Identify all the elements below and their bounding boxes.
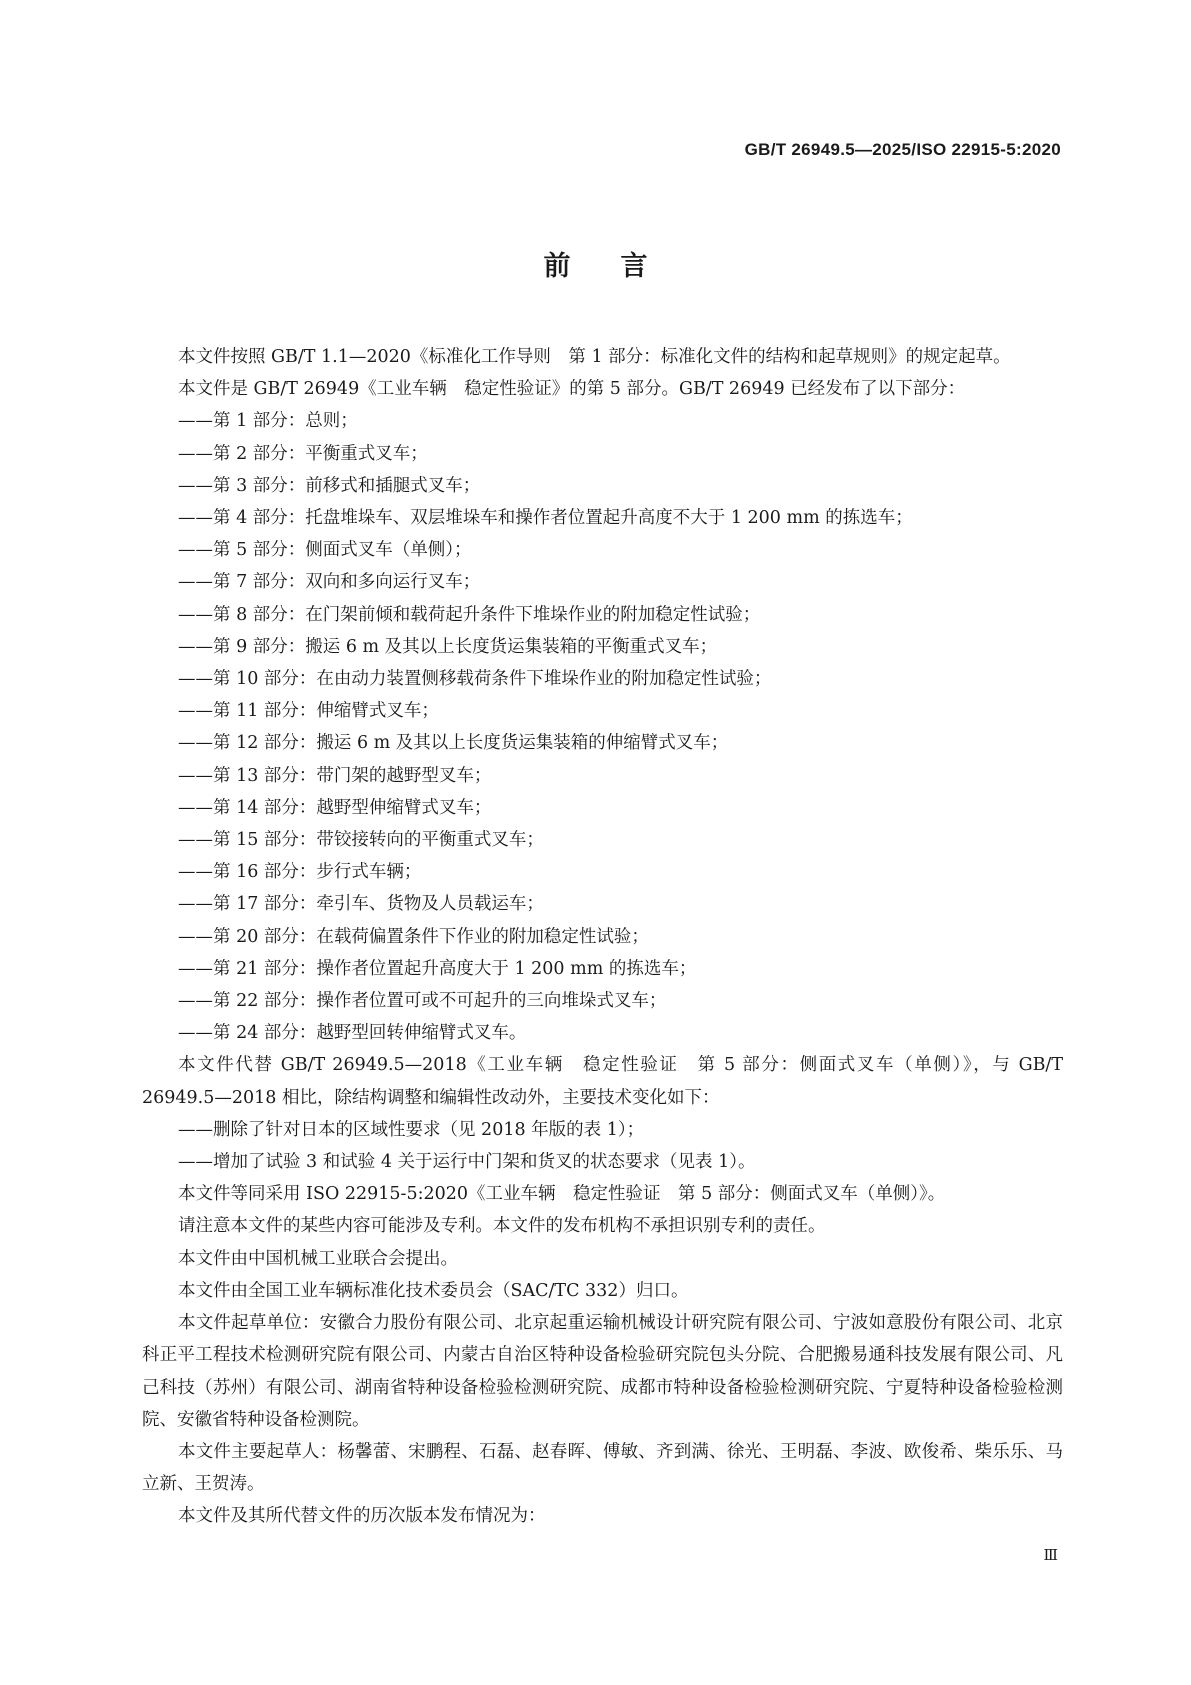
list-item: ——第 5 部分：侧面式叉车（单侧）； (178, 540, 472, 561)
list-item: ——增加了试验 3 和试验 4 关于运行中门架和货叉的状态要求（见表 1）。 (178, 1152, 756, 1173)
list-item: ——第 14 部分：越野型伸缩臂式叉车； (178, 797, 492, 818)
replace-paragraph: 本文件代替 GB/T 26949.5—2018《工业车辆 稳定性验证 第 5 部分：侧面式叉车（单侧）》，与 GB/T 26949.5—2018 相比，除结构调整和编辑性改动外，主要技术变化如下： (142, 1055, 1063, 1108)
list-item: ——第 16 部分：步行式车辆； (178, 862, 422, 883)
list-item: ——删除了针对日本的区域性要求（见 2018 年版的表 1）； (178, 1119, 645, 1140)
list-item: ——第 3 部分：前移式和插腿式叉车； (178, 475, 481, 496)
patent-paragraph: 请注意本文件的某些内容可能涉及专利。本文件的发布机构不承担识别专利的责任。 (178, 1216, 826, 1237)
standard-number-header: GB/T 26949.5—2025/ISO 22915-5:2020 (744, 140, 1061, 159)
list-item: ——第 4 部分：托盘堆垛车、双层堆垛车和操作者位置起升高度不大于 1 200 mm 的拣选车； (178, 508, 913, 529)
intro-paragraph-series: 本文件是 GB/T 26949《工业车辆 稳定性验证》的第 5 部分。GB/T 26949 已经发布了以下部分： (178, 379, 966, 400)
list-item: ——第 24 部分：越野型回转伸缩臂式叉车。 (178, 1023, 527, 1044)
list-item: ——第 13 部分：带门架的越野型叉车； (178, 765, 492, 786)
list-item: ——第 1 部分：总则； (178, 411, 358, 432)
list-item: ——第 10 部分：在由动力装置侧移载荷条件下堆垛作业的附加稳定性试验； (178, 669, 772, 690)
list-item: ——第 20 部分：在载荷偏置条件下作业的附加稳定性试验； (178, 926, 649, 947)
list-item: ——第 22 部分：操作者位置可或不可起升的三向堆垛式叉车； (178, 991, 667, 1012)
committee-paragraph: 本文件由全国工业车辆标准化技术委员会（SAC/TC 332）归口。 (178, 1280, 689, 1301)
changes-list (142, 1114, 1063, 1178)
proposer-paragraph: 本文件由中国机械工业联合会提出。 (178, 1248, 458, 1269)
document-body (142, 341, 1063, 1533)
list-item: ——第 7 部分：双向和多向运行叉车； (178, 572, 481, 593)
page-number: Ⅲ (1043, 1546, 1058, 1564)
list-item: ——第 8 部分：在门架前倾和载荷起升条件下堆垛作业的附加稳定性试验； (178, 604, 761, 625)
list-item: ——第 2 部分：平衡重式叉车； (178, 443, 428, 464)
adoption-paragraph: 本文件等同采用 ISO 22915-5:2020《工业车辆 稳定性验证 第 5 部分：侧面式叉车（单侧）》。 (178, 1184, 946, 1205)
page-title: 前言 (543, 251, 698, 282)
list-item: ——第 11 部分：伸缩臂式叉车； (178, 701, 439, 722)
drafting-units-paragraph: 本文件起草单位：安徽合力股份有限公司、北京起重运输机械设计研究院有限公司、宁波如意股份有限公司、北京科正平工程技术检测研究院有限公司、内蒙古自治区特种设备检验研究院包头分院、合肥搬易通科技发展有限公司、凡己科技（苏州）有限公司、湖南省特种设备检验检测研究院、成都市特种设备检验检测研究院、宁夏特种设备检验检测院、安徽省特种设备检测院。 (142, 1313, 1063, 1430)
intro-paragraph-drafting: 本文件按照 GB/T 1.1—2020《标准化工作导则 第 1 部分：标准化文件的结构和起草规则》的规定起草。 (178, 347, 1011, 367)
parts-list (142, 405, 1063, 1049)
list-item: ——第 15 部分：带铰接转向的平衡重式叉车； (178, 830, 544, 851)
list-item: ——第 21 部分：操作者位置起升高度大于 1 200 mm 的拣选车； (178, 958, 697, 979)
list-item: ——第 17 部分：牵引车、货物及人员载运车； (178, 894, 544, 915)
list-item: ——第 9 部分：搬运 6 m 及其以上长度货运集装箱的平衡重式叉车； (178, 636, 718, 657)
list-item: ——第 12 部分：搬运 6 m 及其以上长度货运集装箱的伸缩臂式叉车； (178, 733, 729, 754)
drafters-paragraph: 本文件主要起草人：杨馨蕾、宋鹏程、石磊、赵春晖、傅敏、齐到满、徐光、王明磊、李波、欧俊希、柴乐乐、马立新、王贺涛。 (142, 1441, 1063, 1495)
history-paragraph: 本文件及其所代替文件的历次版本发布情况为： (178, 1506, 546, 1527)
